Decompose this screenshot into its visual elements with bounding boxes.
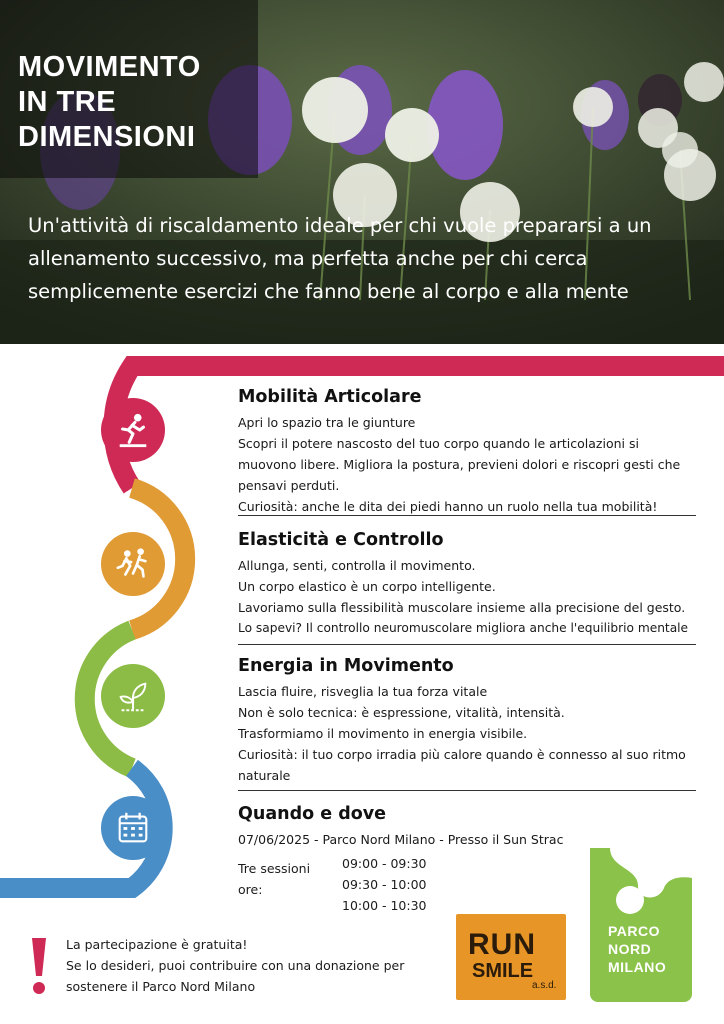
- hero-subtitle: Un'attività di riscaldamento ideale per chi vuole prepararsi a un allenamento successivo, ma perfetta anche per chi cerca semplicemente esercizi che fanno bene al corpo e alla mente: [28, 214, 652, 303]
- section-line: Curiosità: anche le dita dei piedi hanno un ruolo nella tua mobilità!: [238, 499, 658, 514]
- divider: [238, 644, 696, 645]
- section-line: Lascia fluire, risveglia la tua forza vitale: [238, 684, 488, 699]
- parco-nord-logo: [590, 848, 692, 1002]
- calendar-icon: [101, 796, 165, 860]
- divider: [238, 790, 696, 791]
- hero-banner: [0, 0, 724, 344]
- section-energia: [238, 655, 698, 786]
- section-line: Non è solo tecnica: è espressione, vitalità, intensità.: [238, 705, 565, 720]
- runner-icon: [101, 398, 165, 462]
- exclamation-icon: [28, 936, 50, 996]
- section-line: Lavoriamo sulla flessibilità muscolare insieme alla precisione del gesto.: [238, 600, 686, 615]
- session-time: 10:00 - 10:30: [342, 898, 427, 913]
- sprout-icon: [101, 664, 165, 728]
- session-time: 09:30 - 10:00: [342, 877, 427, 892]
- parco-nord-text: PARCO NORD MILANO: [608, 923, 667, 975]
- section-title: Energia in Movimento: [238, 656, 454, 676]
- section-line: Trasformiamo il movimento in energia visibile.: [238, 726, 528, 741]
- section-line: Lo sapevi? Il controllo neuromuscolare migliora anche l'equilibrio mentale: [238, 621, 689, 635]
- section-quando-dove: [238, 803, 698, 850]
- session-time: 09:00 - 09:30: [342, 856, 427, 871]
- two-runners-icon: [101, 532, 165, 596]
- divider: [238, 515, 696, 516]
- participation-note: La partecipazione è gratuita! Se lo desideri, puoi contribuire con una donazione per sostenere il Parco Nord Milano: [66, 937, 405, 994]
- section-line: Apri lo spazio tra le giunture: [238, 415, 416, 430]
- section-title: Elasticità e Controllo: [238, 530, 444, 550]
- section-elasticita: [238, 529, 698, 639]
- section-line: Scopri il potere nascosto del tuo corpo quando le articolazioni si muovono libere. Migliora la postura, previeni dolori e riscopri gesti che pensavi perduti.: [238, 436, 681, 493]
- section-line: Allunga, senti, controlla il movimento.: [238, 558, 476, 573]
- section-line: Curiosità: il tuo corpo irradia più calore quando è connesso al suo ritmo naturale: [238, 747, 686, 783]
- sessions-label: Tre sessioni ore:: [238, 861, 311, 897]
- section-title: Mobilità Articolare: [238, 387, 422, 407]
- section-title: Quando e dove: [238, 804, 387, 824]
- section-line: Un corpo elastico è un corpo intelligente.: [238, 579, 496, 594]
- session-times: [342, 853, 452, 916]
- run-smile-logo: RUN SMILE a.s.d.: [456, 914, 566, 1000]
- date-location: 07/06/2025 - Parco Nord Milano - Presso il Sun Strac: [238, 832, 564, 847]
- section-mobilita: [238, 386, 698, 517]
- page-title: MOVIMENTO IN TRE DIMENSIONI: [18, 51, 201, 153]
